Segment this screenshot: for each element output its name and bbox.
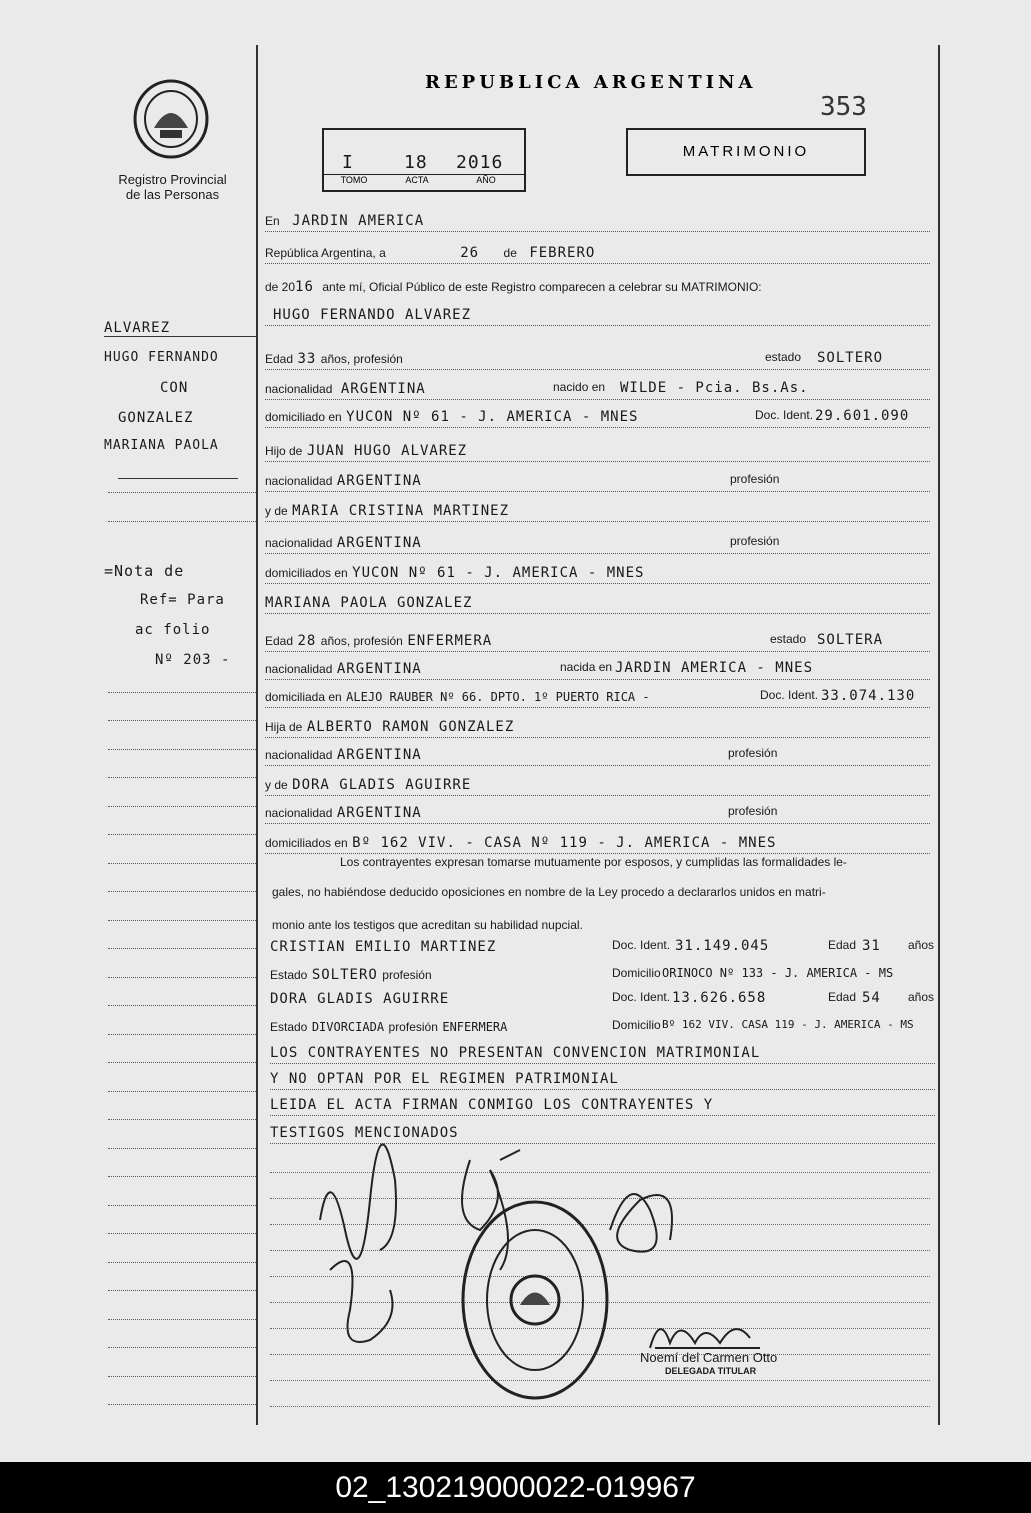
- margin-ruled-line: [108, 1404, 256, 1405]
- margin-ruled-line: [108, 1176, 256, 1177]
- margin-ruled-line: [108, 1290, 256, 1291]
- margin-ruled-line: [108, 920, 256, 921]
- observation-line: Y NO OPTAN POR EL REGIMEN PATRIMONIAL: [270, 1070, 935, 1092]
- margin-note: ALVAREZ: [104, 320, 171, 336]
- row-place: En JARDIN AMERICA: [265, 212, 930, 234]
- official-seal-icon: [455, 1195, 615, 1405]
- margin-note: ac folio: [135, 622, 211, 638]
- margin-ruled-line: [108, 1347, 256, 1348]
- margin-note: GONZALEZ: [118, 410, 194, 426]
- footer-code: 02_130219000022-019967: [0, 1462, 1031, 1513]
- officer-name: Noemí del Carmen Otto: [640, 1350, 778, 1365]
- margin-ruled-line: [108, 777, 256, 778]
- margin-ruled-line: [108, 492, 256, 493]
- row-groom-mother-nac: nacionalidad ARGENTINA profesión: [265, 534, 930, 556]
- row-bride-dom: domiciliada en ALEJO RAUBER Nº 66. DPTO. 1º PUERTO RICA - Doc. Ident. 33.074.130: [265, 688, 930, 710]
- margin-ruled-line: [108, 1233, 256, 1234]
- margin-ruled-line: [108, 977, 256, 978]
- row-bride-nac: nacionalidad ARGENTINA nacida en JARDIN AMERICA - MNES: [265, 660, 930, 682]
- margin-ruled-line: [108, 863, 256, 864]
- row-groom-nac: nacionalidad ARGENTINA nacido en WILDE - Pcia. Bs.As.: [265, 380, 930, 402]
- page-number: 353: [820, 92, 867, 122]
- row-groom-name: HUGO FERNANDO ALVAREZ: [265, 306, 930, 328]
- row-bride-mother-nac: nacionalidad ARGENTINA profesión: [265, 804, 930, 826]
- margin-ruled-line: [108, 749, 256, 750]
- signature-groom-icon: [300, 1140, 460, 1380]
- paragraph-line: monio ante los testigos que acreditan su habilidad nupcial.: [272, 918, 583, 932]
- row-date: República Argentina, a 26 de FEBRERO: [265, 244, 930, 266]
- row-bride-father: Hija de ALBERTO RAMON GONZALEZ: [265, 718, 930, 740]
- observation-line: LOS CONTRAYENTES NO PRESENTAN CONVENCION MATRIMONIAL: [270, 1044, 935, 1066]
- margin-note: =Nota de: [104, 562, 185, 580]
- observation-line: TESTIGOS MENCIONADOS: [270, 1124, 935, 1146]
- margin-ruled-line: [108, 1376, 256, 1377]
- row-bride-age: Edad 28 años, profesión ENFERMERA estado SOLTERA: [265, 632, 930, 654]
- row-witness1: CRISTIAN EMILIO MARTINEZ Doc. Ident. 31.149.045 Edad 31 años: [270, 938, 935, 955]
- margin-note: HUGO FERNANDO: [104, 350, 219, 365]
- margin-ruled-line: [108, 720, 256, 721]
- margin-ruled-line: [108, 1319, 256, 1320]
- margin-ruled-line: [108, 1148, 256, 1149]
- officer-title: DELEGADA TITULAR: [665, 1366, 757, 1376]
- margin-ruled-line: [108, 1034, 256, 1035]
- act-type-box: MATRIMONIO: [626, 128, 866, 176]
- row-year: de 2016 ante mí, Oficial Público de este Registro comparecen a celebrar su MATRIMONIO:: [265, 279, 762, 295]
- act-number-box: I 18 2016 TOMO ACTA AÑO: [322, 128, 526, 192]
- provincial-seal-icon: [132, 78, 210, 160]
- registry-name: Registro Provincial de las Personas: [118, 172, 227, 202]
- row-bride-mother: y de DORA GLADIS AGUIRRE: [265, 776, 930, 798]
- margin-ruled-line: [108, 948, 256, 949]
- observation-line: LEIDA EL ACTA FIRMAN CONMIGO LOS CONTRAYENTES Y: [270, 1096, 935, 1118]
- margin-ruled-line: [108, 1005, 256, 1006]
- row-bride-father-nac: nacionalidad ARGENTINA profesión: [265, 746, 930, 768]
- row-witness1-detail: Estado SOLTERO profesión Domicilio ORINOCO Nº 133 - J. AMERICA - MS: [270, 966, 894, 983]
- body-ruled-line: [270, 1406, 930, 1407]
- row-groom-father: Hijo de JUAN HUGO ALVAREZ: [265, 442, 930, 464]
- paragraph-line: Los contrayentes expresan tomarse mutuamente por esposos, y cumplidas las formalidades le-: [340, 855, 847, 869]
- margin-ruled-line: [108, 1262, 256, 1263]
- row-groom-age: Edad 33 años, profesión estado SOLTERO: [265, 350, 930, 372]
- paragraph-line: gales, no habiéndose deducido oposiciones en nombre de la Ley procedo a declararlos unidos en matri-: [272, 885, 826, 899]
- row-bride-parents-dom: domiciliados en Bº 162 VIV. - CASA Nº 119 - J. AMERICA - MNES: [265, 834, 930, 856]
- margin-ruled-line: [108, 521, 256, 522]
- margin-ruled-line: [108, 1062, 256, 1063]
- margin-ruled-line: [108, 806, 256, 807]
- row-groom-parents-dom: domiciliados en YUCON Nº 61 - J. AMERICA - MNES: [265, 564, 930, 586]
- row-witness2: DORA GLADIS AGUIRRE Doc. Ident. 13.626.658 Edad 54 años: [270, 990, 935, 1007]
- margin-note: Ref= Para: [140, 592, 225, 608]
- row-witness2-detail: Estado DIVORCIADA profesión ENFERMERA Domicilio Bº 162 VIV. CASA 119 - J. AMERICA - MS: [270, 1018, 914, 1034]
- margin-ruled-line: [108, 692, 256, 693]
- margin-note: MARIANA PAOLA: [104, 438, 219, 453]
- row-groom-mother: y de MARIA CRISTINA MARTINEZ: [265, 502, 930, 524]
- margin-ruled-line: [108, 1091, 256, 1092]
- margin-ruled-line: [108, 1205, 256, 1206]
- row-groom-father-nac: nacionalidad ARGENTINA profesión: [265, 472, 930, 494]
- margin-ruled-line: [108, 1119, 256, 1120]
- country-title: REPUBLICA ARGENTINA: [425, 72, 757, 93]
- margin-ruled-line: [108, 891, 256, 892]
- row-bride-name: MARIANA PAOLA GONZALEZ: [265, 594, 930, 616]
- margin-ruled-line: [108, 834, 256, 835]
- margin-note: Nº 203 -: [155, 652, 231, 668]
- margin-note: CON: [160, 380, 189, 396]
- row-groom-dom: domiciliado en YUCON Nº 61 - J. AMERICA - MNES Doc. Ident. 29.601.090: [265, 408, 930, 430]
